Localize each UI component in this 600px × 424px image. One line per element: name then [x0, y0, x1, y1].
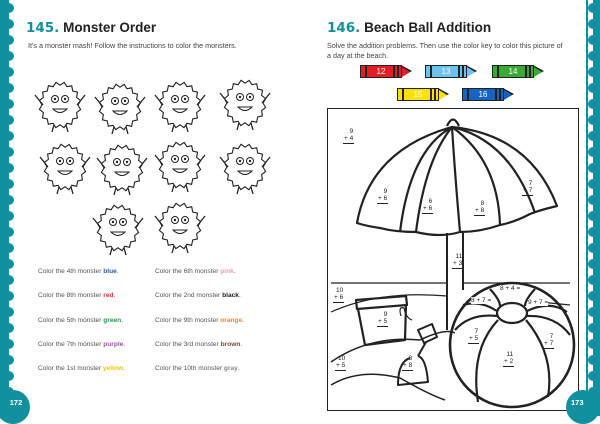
problem-bottom: + 5 — [469, 335, 479, 342]
ball-equation: 9 + 7 = — [528, 299, 549, 306]
addition-problem — [522, 180, 533, 196]
problem-top: 10 — [335, 287, 344, 294]
instruction-item: Color the 3rd monster brown. — [155, 340, 243, 348]
instruction-color-word: yellow — [102, 365, 124, 373]
instruction-item: Color the 10th monster gray. — [155, 365, 240, 373]
crayon-value: 14 — [508, 67, 518, 76]
problem-top: 11 — [506, 351, 514, 358]
problem-bottom: + 7 — [523, 187, 533, 194]
problem-top: 7 — [528, 180, 533, 187]
instruction-color-word: orange — [220, 316, 243, 324]
problem-top: 9 — [383, 188, 388, 195]
addition-problem — [543, 333, 554, 349]
beach-ball — [450, 283, 574, 407]
activity-intro-146: Solve the addition problems. Then use the color key to color this picture of a day at the beach. — [327, 41, 563, 60]
problem-top: 11 — [455, 253, 463, 260]
crayon-value: 13 — [441, 67, 451, 76]
addition-problem — [452, 253, 463, 269]
problem-top: 8 — [480, 200, 485, 207]
instruction-item: Color the 4th monster blue. — [38, 268, 119, 275]
problem-top: 10 — [337, 355, 346, 362]
problem-top: 9 — [349, 128, 354, 135]
umbrella-ribs — [400, 127, 535, 232]
instruction-text: Color the 8th monster — [38, 292, 104, 300]
instruction-text: Color the 3rd monster — [155, 340, 221, 348]
crayon-value: 16 — [478, 90, 488, 99]
addition-problem — [422, 198, 433, 214]
instruction-item: Color the 9th monster orange. — [155, 316, 245, 324]
instruction-color-word: blue — [103, 268, 117, 275]
instruction-item: Color the 2nd monster black. — [155, 292, 241, 300]
beach-ball-cap — [497, 303, 527, 323]
instruction-text: Color the 7th monster — [38, 340, 104, 348]
addition-problem — [335, 355, 346, 371]
problem-bottom: + 8 — [403, 362, 413, 369]
instruction-text: Color the 6th monster — [155, 268, 221, 275]
instruction-item: Color the 5th monster green. — [38, 316, 124, 324]
addition-problem — [468, 328, 479, 344]
addition-problem — [402, 355, 413, 371]
instruction-text: Color the 9th monster — [155, 316, 221, 324]
activity-intro-145: It's a monster mash! Follow the instructions to color the monsters. — [28, 41, 237, 50]
page-number-172: 172 — [0, 390, 30, 424]
problem-bottom: + 6 — [334, 294, 344, 301]
instruction-item: Color the 7th monster purple. — [38, 340, 126, 348]
instruction-text: Color the 5th monster — [38, 316, 104, 324]
problem-bottom: + 5 — [378, 318, 388, 325]
instruction-text: Color the 10th monster — [155, 365, 224, 373]
problem-bottom: + 6 — [378, 195, 388, 202]
problem-bottom: + 4 — [344, 135, 354, 142]
crayon-value: 12 — [376, 67, 386, 76]
problem-top: 6 — [428, 198, 433, 205]
addition-problem — [333, 287, 344, 303]
instruction-text: Color the 4th monster — [38, 268, 104, 275]
instruction-color-word: purple — [103, 340, 124, 348]
ball-equation: 8 + 7 = — [471, 297, 492, 304]
instruction-text: Color the 1st monster — [38, 365, 103, 373]
problem-bottom: + 3 — [453, 260, 463, 267]
problem-bottom: + 2 — [504, 358, 514, 365]
instruction-color-word: black — [222, 292, 239, 300]
instruction-item: Color the 6th monster pink. — [155, 268, 236, 275]
problem-top: 9 — [383, 311, 388, 318]
addition-problem — [377, 311, 388, 327]
addition-problem — [503, 351, 514, 367]
instruction-color-word: red — [103, 292, 114, 300]
instruction-color-word: brown — [220, 340, 241, 348]
addition-problem — [377, 188, 388, 204]
problem-top: 8 — [408, 355, 413, 362]
addition-problem — [343, 128, 354, 144]
addition-problem — [474, 200, 485, 216]
ball-equation: 8 + 4 = — [500, 285, 521, 292]
instruction-color-word: gray — [223, 365, 238, 373]
activity-title-146: 146. Beach Ball Addition — [327, 20, 492, 36]
problem-top: 7 — [474, 328, 479, 335]
problem-bottom: + 5 — [336, 362, 346, 369]
problem-bottom: + 6 — [423, 205, 433, 212]
umbrella-pole — [447, 233, 463, 330]
umbrella-knob — [447, 120, 459, 127]
instruction-item: Color the 1st monster yellow. — [38, 365, 125, 373]
instruction-color-word: pink — [220, 268, 234, 275]
instruction-color-word: green — [103, 316, 122, 324]
problem-top: 7 — [549, 333, 554, 340]
crayon-value: 15 — [413, 90, 423, 99]
activity-title-145: 145. Monster Order — [26, 20, 157, 36]
problem-bottom: + 8 — [475, 207, 485, 214]
instruction-item: Color the 8th monster red. — [38, 292, 116, 300]
problem-bottom: + 7 — [544, 340, 554, 347]
page-number-173: 173 — [566, 390, 600, 424]
instruction-text: Color the 2nd monster — [155, 292, 223, 300]
